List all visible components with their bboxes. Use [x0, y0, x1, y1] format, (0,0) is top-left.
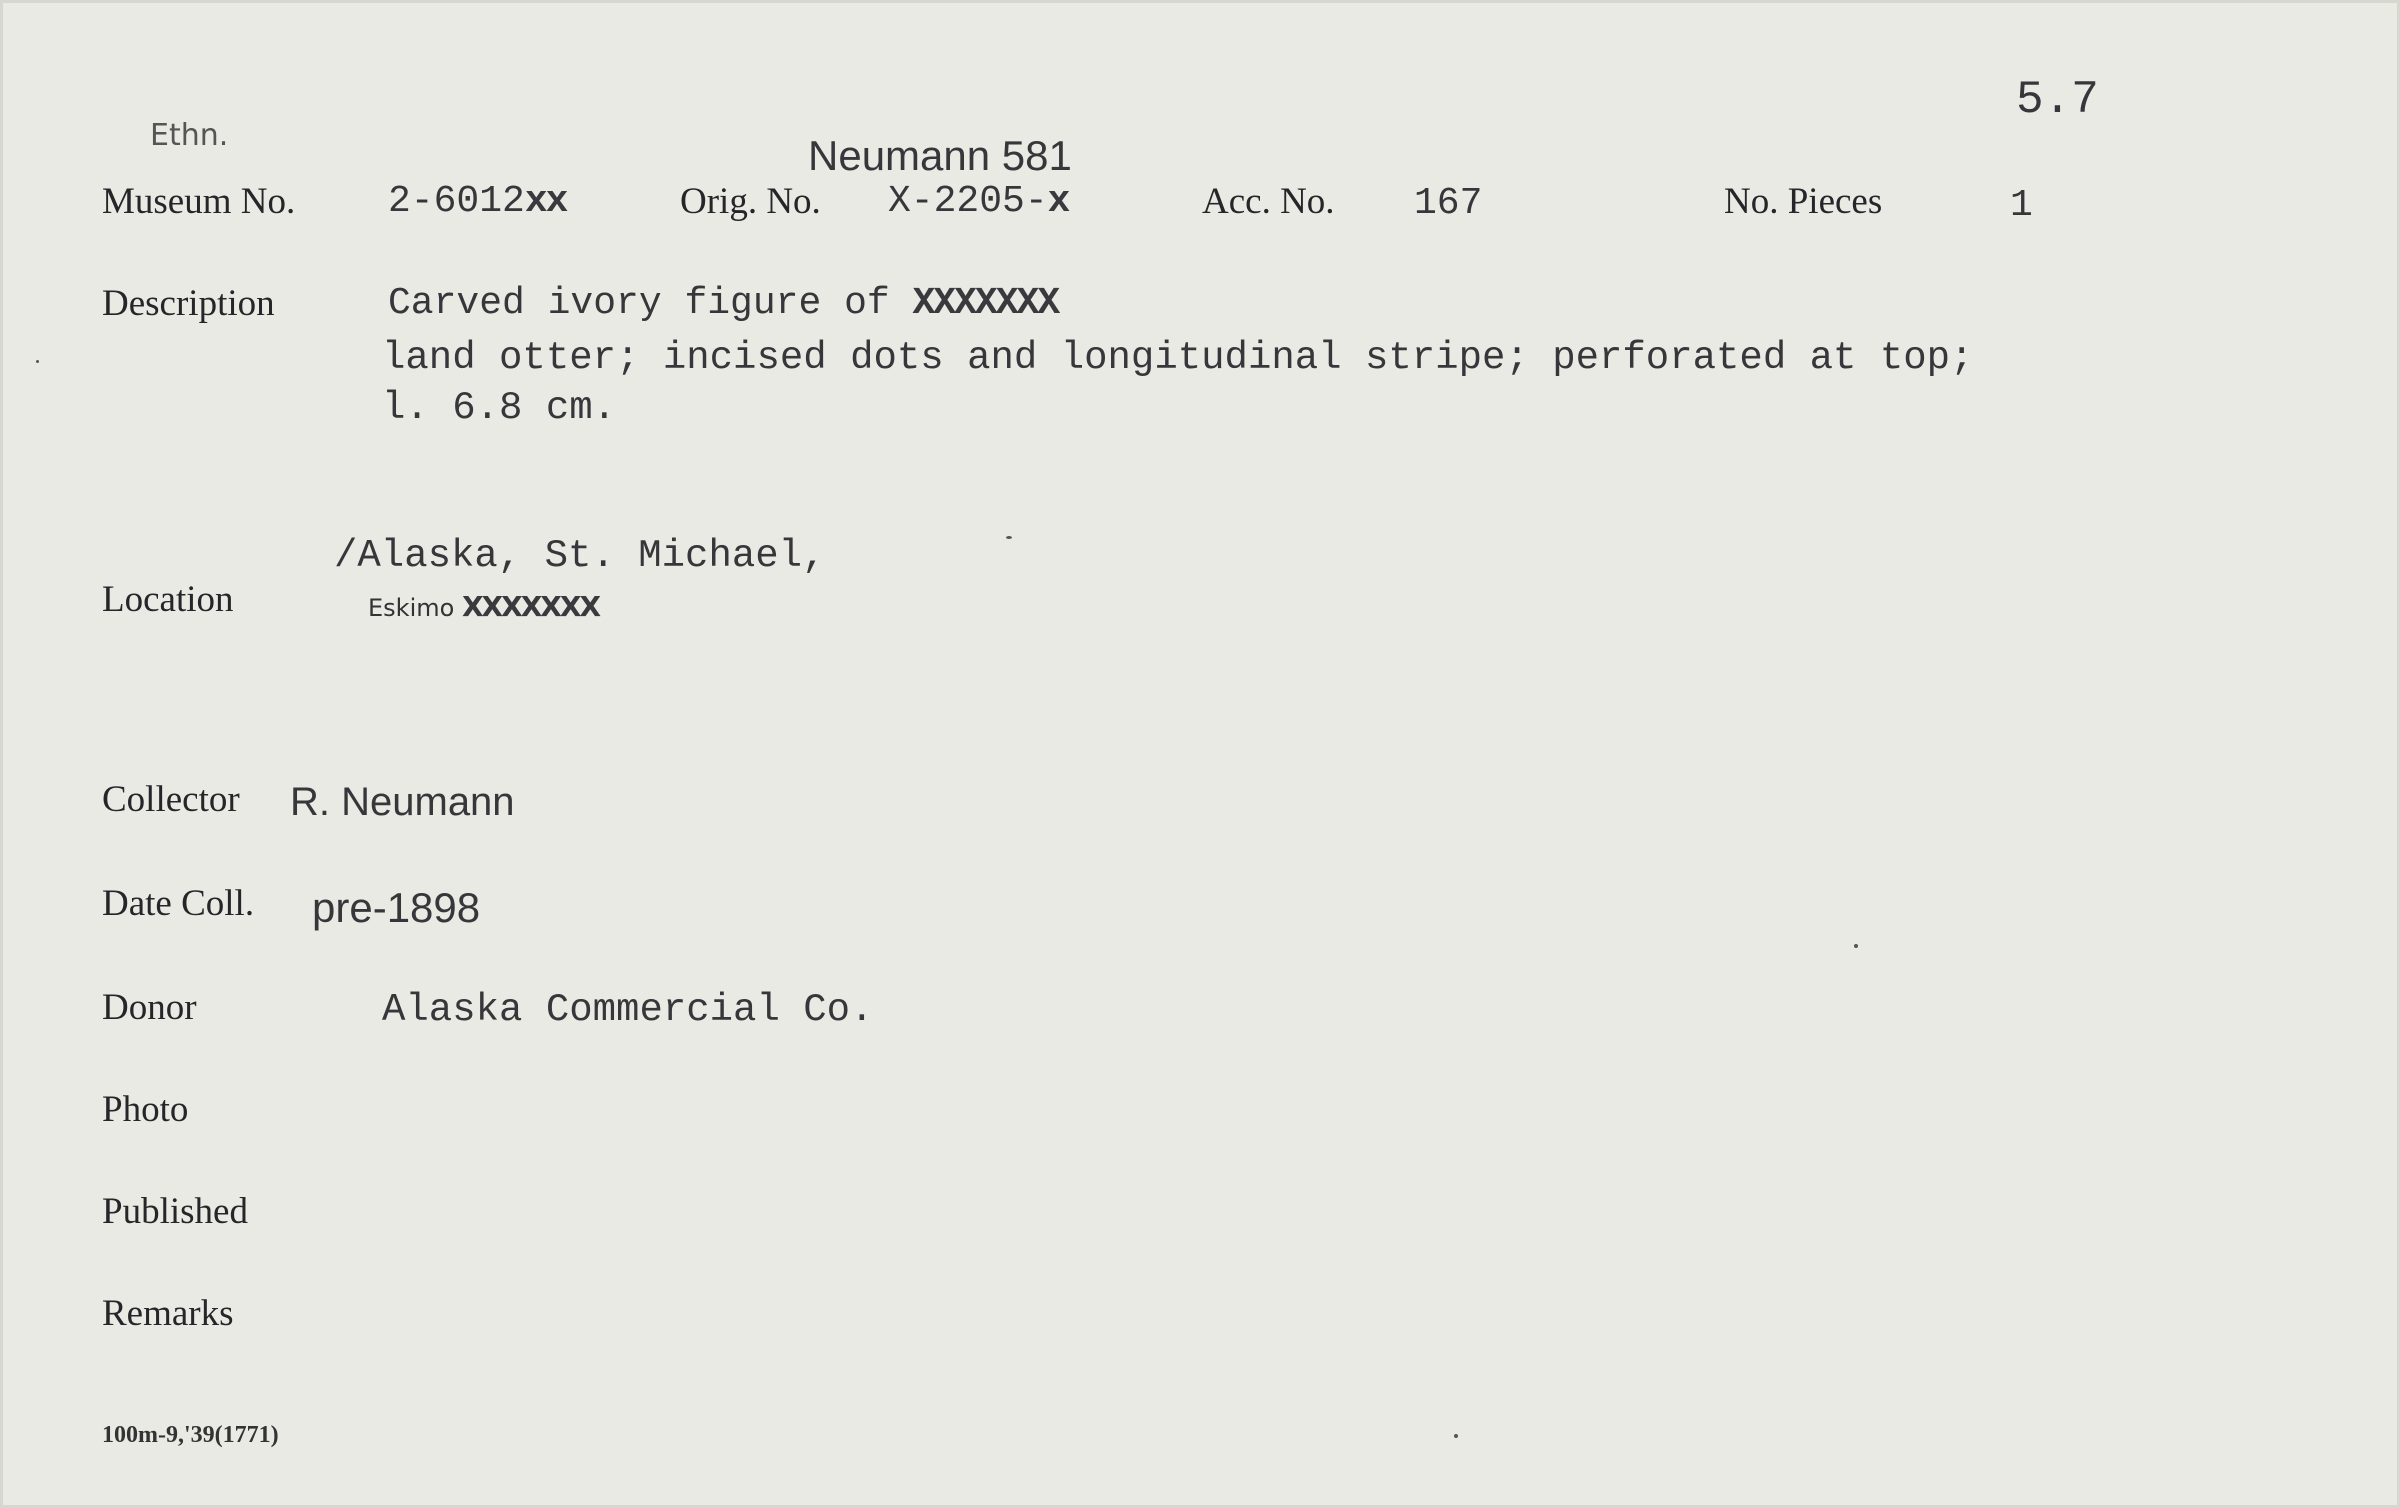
donor-label: Donor: [102, 987, 197, 1028]
orig-no-label: Orig. No.: [680, 181, 821, 222]
ink-speck: [1006, 536, 1012, 539]
location-label: Location: [102, 579, 234, 620]
description-line-2: land otter; incised dots and longitudinal stripe; perforated at top;: [382, 336, 1974, 380]
donor-value: Alaska Commercial Co.: [382, 988, 874, 1032]
published-label: Published: [102, 1191, 248, 1232]
orig-no-value: [888, 180, 1068, 223]
museum-no-number: 2-6012: [388, 180, 525, 223]
ink-speck: [36, 360, 39, 363]
original-number-header: Neumann 581: [808, 132, 1072, 179]
acc-no-label: Acc. No.: [1202, 181, 1335, 222]
orig-no-struck-text: x: [1047, 180, 1069, 223]
date-coll-label: Date Coll.: [102, 883, 255, 924]
photo-label: Photo: [102, 1089, 189, 1130]
no-pieces-value: 1: [2010, 184, 2033, 227]
orig-no-number: X-2205-: [888, 180, 1048, 223]
location-culture-text: Eskimo: [368, 594, 455, 622]
acc-no-value: 167: [1414, 182, 1483, 225]
museum-no-value: [388, 180, 566, 223]
location-value: /Alaska, St. Michael,: [334, 534, 826, 578]
form-code: 100m-9,'39(1771): [102, 1422, 279, 1448]
department-stamp: Ethn.: [150, 118, 229, 153]
location-culture: [368, 590, 599, 623]
no-pieces-label: No. Pieces: [1724, 181, 1883, 222]
ink-speck: [1854, 944, 1858, 948]
remarks-label: Remarks: [102, 1293, 234, 1334]
collector-value: R. Neumann: [290, 780, 515, 824]
description-struck-text: XXXXXXX: [912, 282, 1059, 325]
description-line-1: [388, 282, 1058, 325]
description-line-1-text: Carved ivory figure of: [388, 282, 890, 325]
collector-label: Collector: [102, 779, 240, 820]
museum-no-struck-text: xx: [524, 180, 567, 223]
location-culture-struck-text: XXXXXXX: [461, 590, 600, 623]
date-coll-value: pre-1898: [312, 884, 481, 931]
museum-no-label: Museum No.: [102, 181, 296, 222]
description-line-3: l. 6.8 cm.: [382, 386, 617, 430]
corner-number: 5.7: [2016, 74, 2099, 126]
description-label: Description: [102, 283, 275, 324]
ink-speck: [1454, 1434, 1458, 1438]
